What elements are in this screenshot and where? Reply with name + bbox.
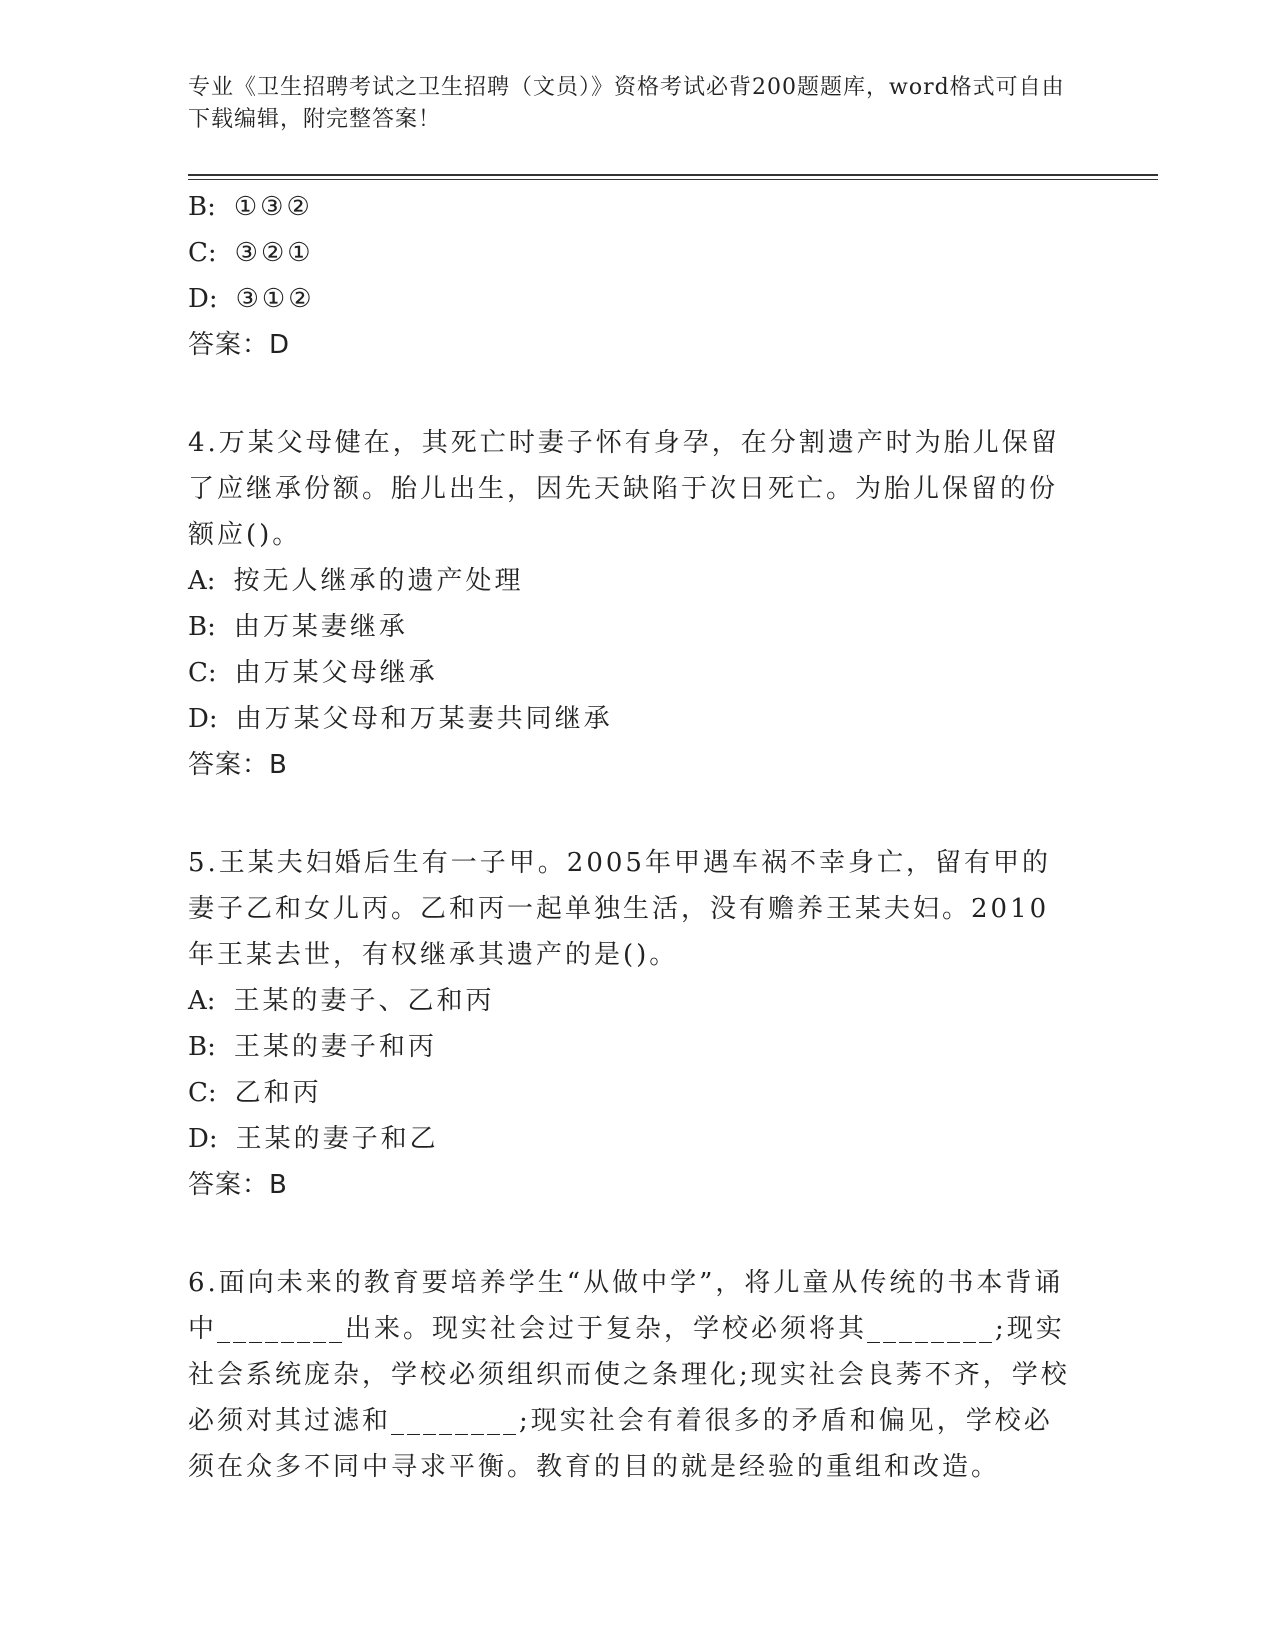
partial-question-options — [188, 184, 1158, 322]
page-header: 专业《卫生招聘考试之卫生招聘（文员）》资格考试必背200题题库，word格式可自由下载编辑，附完整答案！ — [188, 75, 1065, 132]
answer-line: 答案：D — [188, 330, 291, 360]
option-a: A: 按无人继承的遗产处理 — [188, 566, 524, 596]
option-b: B: ①③② — [188, 192, 313, 222]
option-d: D: 王某的妻子和乙 — [188, 1124, 439, 1154]
option-c: C: ③②① — [188, 238, 314, 268]
option-b: B: 王某的妻子和丙 — [188, 1032, 437, 1062]
option-c: C: 乙和丙 — [188, 1078, 322, 1108]
question-4: 4.万某父母健在，其死亡时妻子怀有身孕，在分割遗产时为胎儿保留了应继承份额。胎儿出生，因先天缺陷于次日死亡。为胎儿保留的份额应()。 — [188, 428, 1060, 550]
option-d: D: ③①② — [188, 284, 315, 314]
answer-line: 答案：B — [188, 750, 288, 780]
header-divider — [188, 174, 1158, 180]
option-b: B: 由万某妻继承 — [188, 612, 408, 642]
option-a: A: 王某的妻子、乙和丙 — [188, 986, 495, 1016]
document-page — [188, 72, 1158, 1490]
question-5: 5.王某夫妇婚后生有一子甲。2005年甲遇车祸不幸身亡，留有甲的妻子乙和女儿丙。乙和丙一起单独生活，没有赡养王某夫妇。2010年王某去世，有权继承其遗产的是()。 — [188, 848, 1051, 970]
option-d: D: 由万某父母和万某妻共同继承 — [188, 704, 613, 734]
option-c: C: 由万某父母继承 — [188, 658, 438, 688]
question-6: 6.面向未来的教育要培养学生“从做中学”，将儿童从传统的书本背诵中________出来。现实社会过于复杂，学校必须将其________;现实社会系统庞杂，学校必须组织而使之条理化;现实社会良莠不齐，学校必须对其过滤和________;现实社会有着很多的矛盾和偏见，学校必须在众多不同中寻求平衡。教育的目的就是经验的重组和改造。 — [188, 1268, 1070, 1482]
answer-line: 答案：B — [188, 1170, 288, 1200]
